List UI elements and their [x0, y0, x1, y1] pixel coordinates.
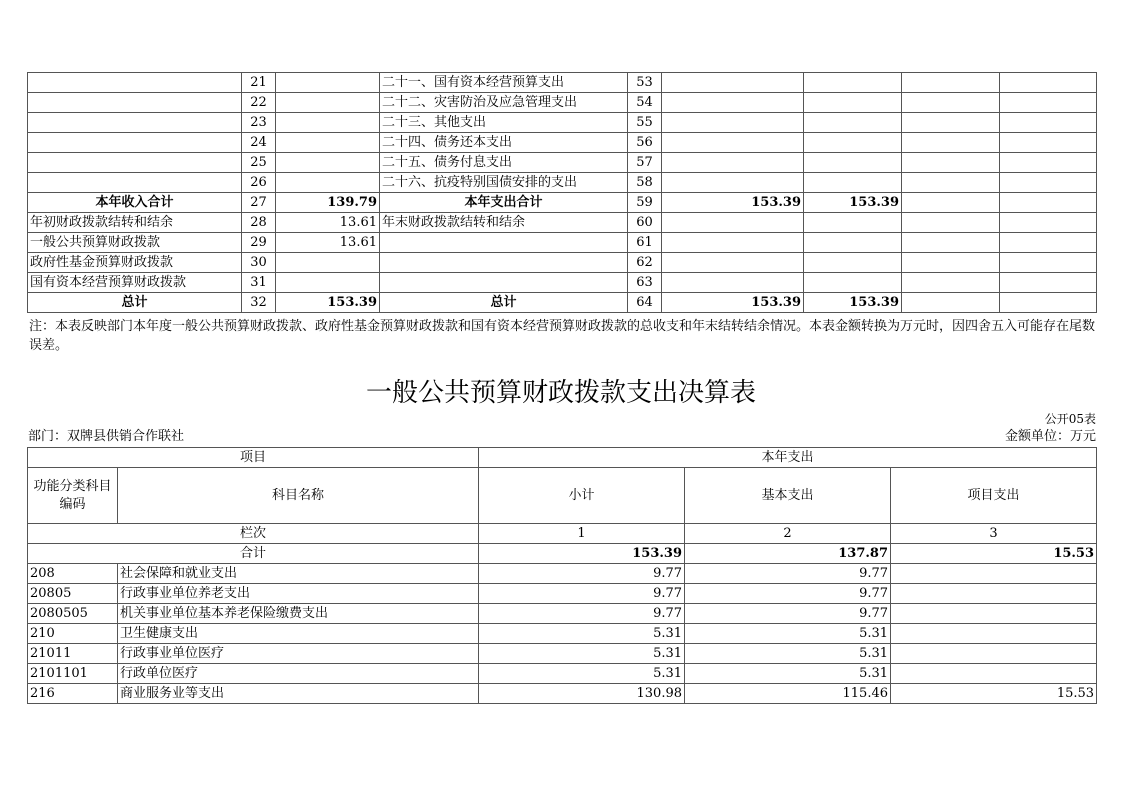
table-row: [28, 624, 1097, 644]
income-amount: [276, 253, 380, 273]
income-item-name: 本年收入合计: [28, 193, 242, 213]
table-row: [28, 193, 1097, 213]
header-subtotal: 小计: [479, 468, 685, 524]
total-label: 合计: [28, 544, 479, 564]
table-row: [28, 173, 1097, 193]
expense-row-number: 53: [628, 73, 662, 93]
expense-state-capital: [1000, 133, 1097, 153]
subtotal-amount: 130.98: [479, 684, 685, 704]
expense-item-name: [380, 273, 628, 293]
project-expense-amount: [891, 564, 1097, 584]
basic-expense-amount: 9.77: [685, 584, 891, 604]
expense-row-number: 58: [628, 173, 662, 193]
expense-row-number: 54: [628, 93, 662, 113]
income-item-name: [28, 133, 242, 153]
income-expense-table: [27, 72, 1097, 313]
table-row: [28, 644, 1097, 664]
subject-name: 行政事业单位养老支出: [118, 584, 479, 604]
expense-state-capital: [1000, 113, 1097, 133]
report-title: 一般公共预算财政拨款支出决算表: [365, 378, 756, 408]
income-row-number: 23: [242, 113, 276, 133]
expense-item-name: 总计: [380, 293, 628, 313]
expense-state-capital: [1000, 293, 1097, 313]
income-row-number: 30: [242, 253, 276, 273]
total-row: [28, 544, 1097, 564]
basic-expense-amount: 9.77: [685, 604, 891, 624]
expense-fund-budget: [902, 153, 1000, 173]
expense-item-name: 年末财政拨款结转和结余: [380, 213, 628, 233]
project-expense-amount: [891, 604, 1097, 624]
expense-row-number: 56: [628, 133, 662, 153]
expense-item-name: 二十二、灾害防治及应急管理支出: [380, 93, 628, 113]
total-project: 15.53: [891, 544, 1097, 564]
subject-code: 216: [28, 684, 118, 704]
project-expense-amount: [891, 644, 1097, 664]
expense-fund-budget: [902, 273, 1000, 293]
subject-code: 20805: [28, 584, 118, 604]
basic-expense-amount: 5.31: [685, 624, 891, 644]
col-2: 2: [685, 524, 891, 544]
income-item-name: [28, 93, 242, 113]
expense-row-number: 59: [628, 193, 662, 213]
expense-total: [662, 273, 804, 293]
expense-row-number: 57: [628, 153, 662, 173]
expense-general-budget: [804, 73, 902, 93]
expense-state-capital: [1000, 213, 1097, 233]
header-code: 功能分类科目编码: [28, 468, 118, 524]
income-row-number: 22: [242, 93, 276, 113]
expense-state-capital: [1000, 73, 1097, 93]
col-1: 1: [479, 524, 685, 544]
table-row: [28, 113, 1097, 133]
col-label: 栏次: [28, 524, 479, 544]
income-item-name: [28, 173, 242, 193]
expense-item-name: [380, 233, 628, 253]
subject-name: 社会保障和就业支出: [118, 564, 479, 584]
project-expense-amount: [891, 664, 1097, 684]
expense-item-name: 二十一、国有资本经营预算支出: [380, 73, 628, 93]
header-row-2: [28, 468, 1097, 524]
expense-state-capital: [1000, 173, 1097, 193]
expense-fund-budget: [902, 293, 1000, 313]
income-amount: 13.61: [276, 213, 380, 233]
expense-fund-budget: [902, 173, 1000, 193]
table-row: [28, 664, 1097, 684]
subject-code: 2101101: [28, 664, 118, 684]
basic-expense-amount: 115.46: [685, 684, 891, 704]
expense-row-number: 55: [628, 113, 662, 133]
subtotal-amount: 9.77: [479, 584, 685, 604]
subtotal-amount: 5.31: [479, 644, 685, 664]
expense-general-budget: [804, 93, 902, 113]
income-amount: [276, 133, 380, 153]
report-code: 公开05表: [1044, 412, 1096, 426]
income-amount: [276, 273, 380, 293]
total-subtotal: 153.39: [479, 544, 685, 564]
expense-state-capital: [1000, 233, 1097, 253]
income-item-name: 年初财政拨款结转和结余: [28, 213, 242, 233]
subject-code: 2080505: [28, 604, 118, 624]
table-row: [28, 233, 1097, 253]
expense-fund-budget: [902, 213, 1000, 233]
expense-total: [662, 173, 804, 193]
income-item-name: [28, 73, 242, 93]
project-expense-amount: [891, 584, 1097, 604]
expenditure-table: [27, 447, 1097, 704]
income-amount: [276, 153, 380, 173]
income-row-number: 24: [242, 133, 276, 153]
expense-general-budget: [804, 233, 902, 253]
income-amount: [276, 113, 380, 133]
expense-general-budget: 153.39: [804, 193, 902, 213]
subject-name: 卫生健康支出: [118, 624, 479, 644]
expense-fund-budget: [902, 193, 1000, 213]
table-row: [28, 213, 1097, 233]
expense-item-name: 二十三、其他支出: [380, 113, 628, 133]
subtotal-amount: 5.31: [479, 664, 685, 684]
basic-expense-amount: 9.77: [685, 564, 891, 584]
subject-name: 行政事业单位医疗: [118, 644, 479, 664]
subject-name: 商业服务业等支出: [118, 684, 479, 704]
subject-code: 21011: [28, 644, 118, 664]
table-row: [28, 73, 1097, 93]
subject-code: 208: [28, 564, 118, 584]
table-row: [28, 684, 1097, 704]
expense-state-capital: [1000, 273, 1097, 293]
income-row-number: 27: [242, 193, 276, 213]
expense-item-name: 本年支出合计: [380, 193, 628, 213]
expense-total: [662, 93, 804, 113]
expense-fund-budget: [902, 233, 1000, 253]
table-row: [28, 564, 1097, 584]
subject-name: 行政单位医疗: [118, 664, 479, 684]
header-project-expense: 项目支出: [891, 468, 1097, 524]
income-row-number: 32: [242, 293, 276, 313]
header-row-1: [28, 448, 1097, 468]
income-amount: [276, 73, 380, 93]
expense-total: [662, 233, 804, 253]
expense-general-budget: [804, 133, 902, 153]
expense-row-number: 63: [628, 273, 662, 293]
income-item-name: [28, 153, 242, 173]
expense-fund-budget: [902, 133, 1000, 153]
income-amount: 153.39: [276, 293, 380, 313]
basic-expense-amount: 5.31: [685, 644, 891, 664]
department-label: 部门：双牌县供销合作联社: [28, 429, 185, 444]
table-row: [28, 584, 1097, 604]
expense-total: [662, 113, 804, 133]
expense-fund-budget: [902, 73, 1000, 93]
table-row: [28, 604, 1097, 624]
income-row-number: 29: [242, 233, 276, 253]
expense-total: [662, 73, 804, 93]
table-row: [28, 93, 1097, 113]
expense-total: 153.39: [662, 193, 804, 213]
expense-general-budget: [804, 273, 902, 293]
income-row-number: 21: [242, 73, 276, 93]
expense-state-capital: [1000, 253, 1097, 273]
income-item-name: 一般公共预算财政拨款: [28, 233, 242, 253]
expense-total: [662, 213, 804, 233]
income-amount: [276, 173, 380, 193]
expense-general-budget: [804, 113, 902, 133]
expense-item-name: [380, 253, 628, 273]
header-year-expense: 本年支出: [479, 448, 1097, 468]
expense-general-budget: [804, 213, 902, 233]
expense-row-number: 61: [628, 233, 662, 253]
subtotal-amount: 9.77: [479, 564, 685, 584]
income-item-name: [28, 113, 242, 133]
expense-item-name: 二十四、债务还本支出: [380, 133, 628, 153]
income-item-name: 国有资本经营预算财政拨款: [28, 273, 242, 293]
basic-expense-amount: 5.31: [685, 664, 891, 684]
income-amount: [276, 93, 380, 113]
income-item-name: 总计: [28, 293, 242, 313]
project-expense-amount: [891, 624, 1097, 644]
income-row-number: 31: [242, 273, 276, 293]
expense-general-budget: [804, 173, 902, 193]
table-row: [28, 153, 1097, 173]
table-row: [28, 133, 1097, 153]
income-row-number: 25: [242, 153, 276, 173]
expense-general-budget: [804, 153, 902, 173]
expense-item-name: 二十六、抗疫特别国债安排的支出: [380, 173, 628, 193]
income-row-number: 28: [242, 213, 276, 233]
expense-item-name: 二十五、债务付息支出: [380, 153, 628, 173]
table-row: [28, 253, 1097, 273]
expense-fund-budget: [902, 93, 1000, 113]
expense-general-budget: [804, 253, 902, 273]
header-basic: 基本支出: [685, 468, 891, 524]
expense-state-capital: [1000, 153, 1097, 173]
expense-fund-budget: [902, 253, 1000, 273]
project-expense-amount: 15.53: [891, 684, 1097, 704]
expense-total: [662, 153, 804, 173]
expense-fund-budget: [902, 113, 1000, 133]
expense-total: 153.39: [662, 293, 804, 313]
header-project: 项目: [28, 448, 479, 468]
table-row: [28, 273, 1097, 293]
expense-row-number: 64: [628, 293, 662, 313]
total-basic: 137.87: [685, 544, 891, 564]
income-amount: 139.79: [276, 193, 380, 213]
amount-unit-label: 金额单位：万元: [1004, 429, 1096, 444]
income-amount: 13.61: [276, 233, 380, 253]
expense-row-number: 62: [628, 253, 662, 273]
expense-general-budget: 153.39: [804, 293, 902, 313]
income-row-number: 26: [242, 173, 276, 193]
expense-row-number: 60: [628, 213, 662, 233]
subtotal-amount: 9.77: [479, 604, 685, 624]
expense-state-capital: [1000, 93, 1097, 113]
expense-state-capital: [1000, 193, 1097, 213]
expense-total: [662, 133, 804, 153]
col-3: 3: [891, 524, 1097, 544]
subject-name: 机关事业单位基本养老保险缴费支出: [118, 604, 479, 624]
column-number-row: [28, 524, 1097, 544]
subject-code: 210: [28, 624, 118, 644]
table-row: [28, 293, 1097, 313]
income-item-name: 政府性基金预算财政拨款: [28, 253, 242, 273]
subtotal-amount: 5.31: [479, 624, 685, 644]
expense-total: [662, 253, 804, 273]
table-note: 注：本表反映部门本年度一般公共预算财政拨款、政府性基金预算财政拨款和国有资本经营预算财政拨款的总收支和年末结转结余情况。本表金额转换为万元时，因四舍五入可能存在尾数误差。: [29, 319, 1096, 353]
header-name: 科目名称: [118, 468, 479, 524]
